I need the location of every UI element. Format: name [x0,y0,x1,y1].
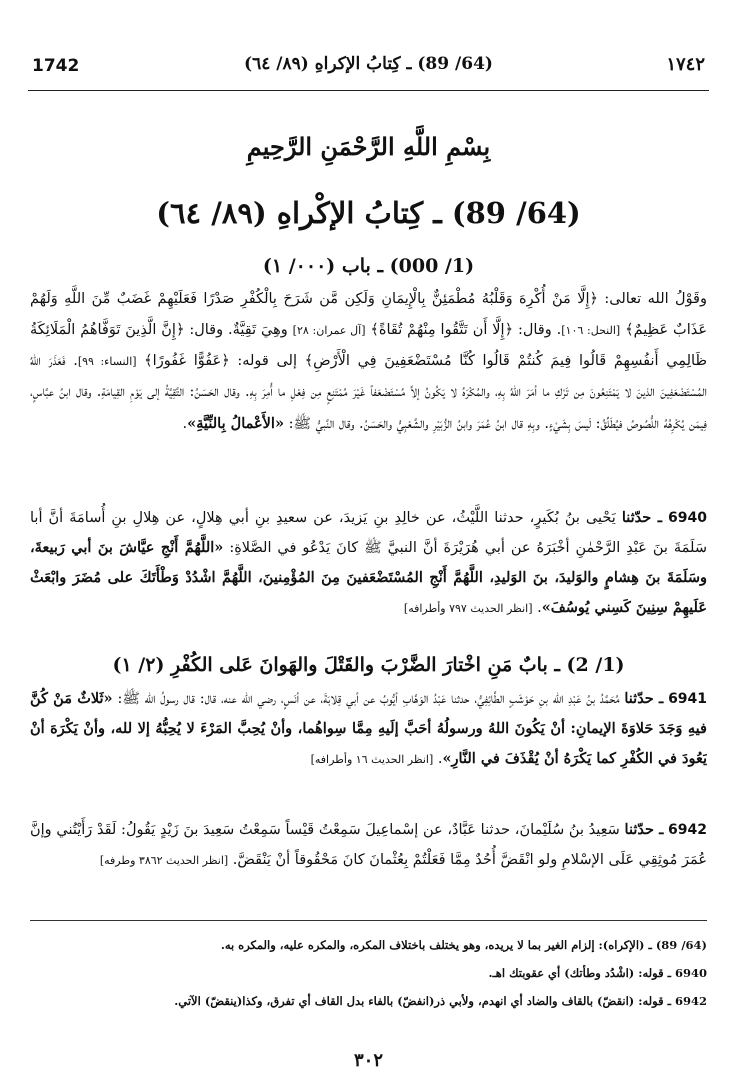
footnote-2: 6940 ـ قوله: (اشْدُد وطأتك) أي عقوبتك اهـ. [488,966,707,980]
hadith-number: 6941 [668,691,707,707]
cross-ref: [انظر الحديث ٣٨٦٢ وطرفه] [99,854,229,867]
chapter-2-heading: (1/ 2) ـ بابٌ مَنِ اخْتارَ الضَّرْبَ والقَتْلَ والهَوانَ عَلى الكُفْرِ (٢/ ١) [112,654,625,676]
hadith-number: 6940 [668,510,707,526]
running-header [28,48,709,91]
hadith-6942 [30,815,707,895]
chapter-1-text [30,284,707,496]
hadith-6940: 6940 ـ حدّثنا يَحْيى بنُ بُكَيرٍ، حدثنا اللَّيْثُ، عن خالِدِ بنِ يَزيدَ، عن سعيدِ بنِ أبي هِلالٍ، عن هِلالِ بنِ أُسامَةَ أنَّ أبا سَلَمَةَ بنَ عَبْدِ الرَّحْمٰنِ أخْبَرَهُ عن أبي هُرَيْرَةَ أنَّ النبيَّ ﷺ كانَ يَدْعُو في الصَّلاةِ: «اللَّهُمَّ أَنْجِ عيَّاشَ بنَ أبي رَبيعةَ، وسَلَمَةَ بنَ هِشامٍ والوَليدَ، بنَ الوَليدِ، اللَّهُمَّ أَنْجِ المُسْتَضْعَفينَ مِنَ المُؤْمِنينَ، اللَّهُمَّ اشْدُدْ وَطْأَتَكَ على مُضَرَ وابْعَثْ عَلَيهِمْ سِنِينَ كَسِني يُوسُفَ». [انظر الحديث ٧٩٧ وأطرافه] [30,509,707,616]
hadith-6941: 6941 ـ حدّثنا مُحَمَّدُ بنُ عَبْدِ الله بنِ حَوْشَبٍ الطَّائِفِيُّ، حدثنا عَبْدُ الوَهَّابِ أيُّوبُ عن أبي قِلابَةَ، عن أنَسٍ، رضي الله عنه، قال: قال رسولُ الله ﷺ: «ثَلاثٌ مَنْ كُنَّ فيهِ وَجَدَ حَلاوَةَ الإيمانِ: أنْ يَكُونَ اللهُ ورسولُهُ أحَبَّ إلَيهِ مِمَّا سِواهُما، وأنْ يُحِبَّ المَرْءَ لا يُحِبُّهُ إلا لله، وأنْ يَكْرَهَ أنْ يَعُودَ في الكُفْرِ كما يَكْرَهُ أنْ يُقْذَفَ في النَّارِ». [انظر الحديث ١٦ وأطرافه] [30,690,707,767]
haddathana: ـ حدّثنا [624,690,664,707]
quran-verse-1: وقَوْلُ الله تعالى: ﴿إِلَّا مَنْ أُكْرِهَ وَقَلْبُهُ مُطْمَئِنٌّ بِالْإِيمَانِ وَلَكِن مَّن شَرَحَ بِالْكُفْرِ صَدْرًا فَعَلَيْهِمْ غَضَبٌ مِّنَ اللَّهِ وَلَهُمْ عَذَابٌ عَظِيمٌ﴾ [30,291,707,338]
cross-ref: [انظر الحديث ٧٩٧ وأطرافه] [403,602,533,615]
isnad: مُحَمَّدُ بنُ عَبْدِ الله بنِ حَوْشَبٍ الطَّائِفِيُّ، حدثنا عَبْدُ الوَهَّابِ أيُّوبُ عن أبي قِلابَةَ، عن أنَسٍ، رضي الله عنه، قال: قال رسولُ الله ﷺ: [117,691,620,707]
verse-ref-2: [آل عمران: ٢٨] [292,324,366,337]
haddathana: ـ حدّثنا [621,509,662,526]
quran-verse-2: . وقال: ﴿إِلَّا أَن تَتَّقُوا مِنْهُمْ تُقَاةً﴾ [370,322,562,338]
page-number-arabic: ١٧٤٢ [666,54,705,75]
chapter-1-end: . [182,416,188,432]
book-title: (64/ 89) ـ كِتابُ الإكْراهِ (٨٩/ ٦٤) [156,196,581,230]
verse-ref-1: [النحل: ١٠٦] [561,324,621,337]
basmala: بِسْمِ اللَّهِ الرَّحْمَنِ الرَّحِيمِ [246,132,491,161]
running-title: (64/ 89) ـ كِتابُ الإكراهِ (٨٩/ ٦٤) [244,54,493,74]
isnad: يَحْيى بنُ بُكَيرٍ، حدثنا اللَّيْثُ، عن خالِدِ بنِ يَزيدَ، عن سعيدِ بنِ أبي هِلالٍ، عن هِلالِ بنِ أُسامَةَ أنَّ أبا سَلَمَةَ بنَ عَبْدِ الرَّحْمٰنِ أخْبَرَهُ عن أبي هُرَيْرَةَ أنَّ النبيَّ ﷺ كانَ يَدْعُو في الصَّلاةِ: [30,510,707,556]
chapter-1-commentary: . فَعَذَرَ اللهُ المُسْتَضْعَفِينَ الذينَ لا يَمْتَنِعُونَ مِن تَرْكِ ما أمَرَ اللهُ بِهِ، والمُكْرَهُ لا يَكُونُ إلاَّ مُسْتَضْعَفاً غَيْرَ مُمْتَنِعٍ مِن فِعْلِ ما أُمِرَ بِهِ. وقال الحَسَنُ: التَّقِيَّةُ إلى يَوْمِ القِيامَةِ. وقال ابنُ عبَّاسٍ، فِيمَن يُكْرِهُهُ اللُّصُوصُ فيُطَلِّقُ: لَيسَ بِشَيْءٍ. وبِهِ قال ابنُ عُمَرَ وابنُ الزُّبَيْرِ والشَّعْبِيُّ والحَسَنُ. وقال النَّبيُّ ﷺ: [30,353,707,432]
isnad: سَعِيدُ بنُ سُلَيْمانَ، حدثنا عَبَّادٌ، عن إسْماعِيلَ سَمِعْتُ قَيْساً سَمِعْتُ سَعِيدَ بنَ زَيْدٍ يَقُولُ: لَقَدْ رَأَيْتُني وإنَّ عُمَرَ مُوثِقِي عَلَى الإسْلامِ ولو انْقَضَّ أُحُدٌ مِمَّا فَعَلْتُمْ بِعُثْمانَ كانَ مَحْقُوقاً أنْ يَنْقَضَّ. [30,822,707,868]
cross-ref: [انظر الحديث ١٦ وأطرافه] [310,753,434,766]
matn: «اللَّهُمَّ أَنْجِ عيَّاشَ بنَ أبي رَبيعةَ، وسَلَمَةَ بنَ هِشامٍ والوَليدَ، بنَ الوَليدِ، اللَّهُمَّ أَنْجِ المُسْتَضْعَفينَ مِنَ المُؤْمِنينَ، اللَّهُمَّ اشْدُدْ وَطْأَتَكَ على مُضَرَ وابْعَثْ عَلَيهِمْ سِنِينَ كَسِني يُوسُفَ» [30,539,707,616]
chapter-1-heading: (1/ 000) ـ باب (٠٠٠/ ١) [262,255,475,277]
quran-verse-3: وهِيَ تَقِيَّةٌ. وقال: ﴿إِنَّ الَّذِينَ تَوَفَّاهُمُ الْمَلَائِكَةُ ظَالِمِي أَنفُسِهِمْ قَالُوا فِيمَ كُنتُمْ قَالُوا كُنَّا مُسْتَضْعَفِينَ فِي الْأَرْضِ﴾ إلى قوله: ﴿عَفُوًّا غَفُورًا﴾ [30,322,707,369]
footnote-divider [30,920,707,921]
page-number-latin: 1742 [32,56,80,76]
verse-ref-3: [النساء: ٩٩] [77,355,137,368]
footnote-3: 6942 ـ قوله: (انقضّ) بالقاف والضاد أي انهدم، ولأبي ذر(انفضّ) بالفاء بدل القاف أي تفرق، وكذا(ينقضّ) الآتي. [174,994,707,1008]
hadith-number: 6942 [668,822,707,838]
matn: «ثَلاثٌ مَنْ كُنَّ فيهِ وَجَدَ حَلاوَةَ الإيمانِ: أنْ يَكُونَ اللهُ ورسولُهُ أحَبَّ إلَيهِ مِمَّا سِواهُما، وأنْ يُحِبَّ المَرْءَ لا يُحِبُّهُ إلا لله، وأنْ يَكْرَهَ أنْ يَعُودَ في الكُفْرِ كما يَكْرَهُ أنْ يُقْذَفَ في النَّارِ» [30,690,707,767]
footnote-1: (64/ 89) ـ (الإكراه): إلزام الغير بما لا يريده، وهو يختلف باختلاف المكره، والمكره عليه، والمكره به. [220,938,707,952]
haddathana: ـ حدّثنا [624,821,664,838]
folio-number: ٣٠٢ [353,1050,383,1071]
hadith-quote: «الأَعْمالُ بِالنِّيَّةِ» [187,415,285,432]
